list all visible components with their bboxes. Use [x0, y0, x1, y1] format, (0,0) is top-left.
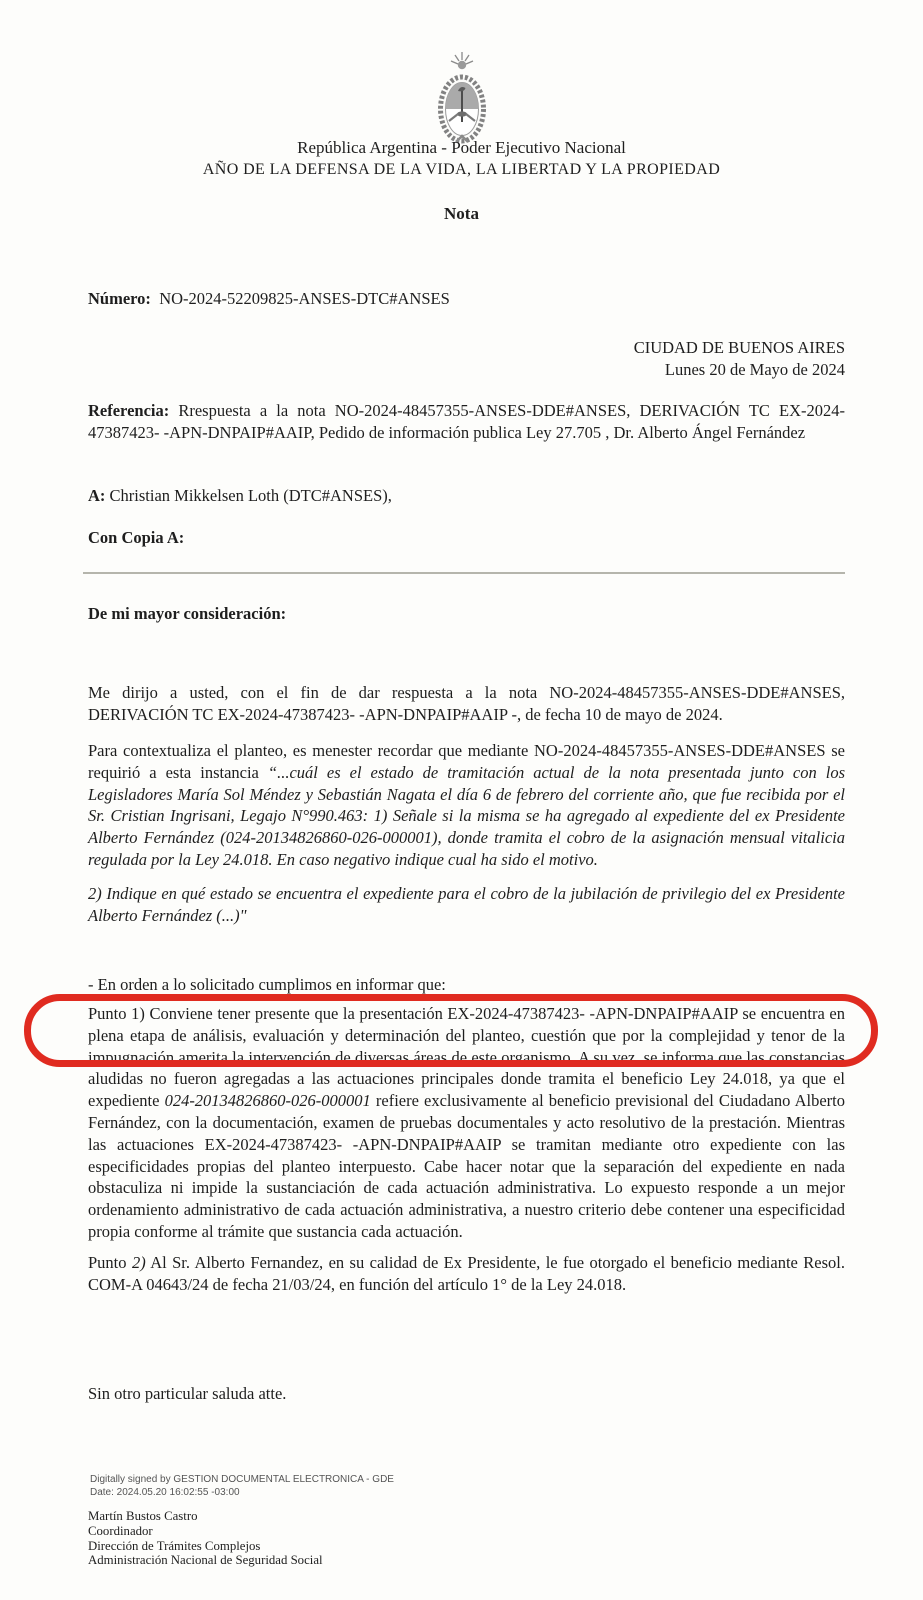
punto2-number: 2) — [131, 1253, 146, 1272]
to-line — [88, 485, 845, 507]
digital-signature-note — [90, 1474, 590, 1499]
digital-signature-line1: Digitally signed by GESTION DOCUMENTAL ELECTRONICA - GDE — [90, 1474, 394, 1485]
paragraph-punto2 — [88, 1252, 845, 1296]
numero-line — [88, 288, 845, 310]
to-label: A: — [88, 486, 106, 505]
org-line: República Argentina - Poder Ejecutivo Nacional — [297, 138, 626, 157]
salutation: De mi mayor consideración: — [88, 604, 287, 623]
punto2-seg1: Punto — [88, 1253, 132, 1272]
punto2-seg3: Al Sr. Alberto Fernandez, en su calidad de Ex Presidente, le fue otorgado el beneficio mediante Resol. COM-A 04643/24 de fecha 21/03/24, en función del artículo 1° de la Ley 24.018. — [88, 1253, 845, 1294]
paragraph-en-orden: - En orden a lo solicitado cumplimos en informar que: — [88, 975, 446, 994]
punto1-seg3: refiere exclusivamente al beneficio previsional del Ciudadano Alberto Fernández, con la documentación, examen de pruebas documentales y acto resolutivo de la prestación. Mientras las actuaciones EX-2024-47387423- -APN-DNPAIP#AAIP se tramitan mediante otro expediente con las especificidades propias del planteo interpuesto. Cabe hacer notar que la separación del expediente en nada obstaculiza ni impide la sustanciación de cada actuación administrativa. Lo expuesto responde a un mejor ordenamiento administrativo de cada actuación administrativa, a nuestro criterio debe contener una especificidad propia conforme al trámite que sustancia cada actuación. — [88, 1091, 845, 1241]
punto1-expediente-number: 024-20134826860-026-000001 — [164, 1091, 371, 1111]
paragraph-intro: Me dirijo a usted, con el fin de dar respuesta a la nota NO-2024-48457355-ANSES-DDE#ANSES, DERIVACIÓN TC EX-2024-47387423- -APN-DNPAIP#AAIP -, de fecha 10 de mayo de 2024. — [88, 683, 845, 724]
signer-title: Coordinador — [88, 1523, 153, 1538]
signer-name: Martín Bustos Castro — [88, 1509, 198, 1523]
signature-block — [88, 1509, 845, 1568]
closing-line: Sin otro particular saluda atte. — [88, 1384, 287, 1403]
cc-line: Con Copia A: — [88, 528, 185, 547]
paragraph-punto1 — [88, 1003, 845, 1243]
doc-type-title: Nota — [444, 204, 479, 223]
digital-signature-line2: Date: 2024.05.20 16:02:55 -03:00 — [90, 1486, 240, 1498]
referencia-text: Rrespuesta a la nota NO-2024-48457355-ANSES-DDE#ANSES, DERIVACIÓN TC EX-2024-47387423- -APN-DNPAIP#AAIP, Pedido de información publica Ley 27.705 , Dr. Alberto Ángel Fernández — [88, 401, 845, 442]
punto1-seg1: Punto 1) Conviene tener presente que la presentación EX-2024-47387423- -APN-DNPAIP#AAIP se encuentra en plena etapa de análisis, evaluación y determinación del planteo, cuestión que por la complejidad y tenor de la impugnación amerita la intervención de diversas áreas de este organismo. A su vez, se informa que las constancias aludidas no fueron agregadas a las actuaciones principales donde tramita el beneficio Ley 24.018, ya que el expediente — [88, 1004, 845, 1111]
city-date-block — [88, 337, 845, 381]
paragraph-context — [88, 740, 845, 871]
paragraph-question2: 2) Indique en qué estado se encuentra el expediente para el cobro de la jubilación de privilegio del ex Presidente Alberto Fernández (...)" — [88, 884, 845, 925]
numero-value-text: NO-2024-52209825-ANSES-DTC#ANSES — [159, 289, 450, 308]
paragraph-context-normal: Para contextualiza el planteo, es menester recordar que mediante NO-2024-48457355-ANSES-DDE#ANSES se requirió a esta instancia — [88, 741, 845, 782]
year-motto-line: AÑO DE LA DEFENSA DE LA VIDA, LA LIBERTAD Y LA PROPIEDAD — [202, 161, 721, 178]
referencia-label: Referencia: — [88, 401, 170, 420]
numero-label: Número: — [88, 289, 151, 308]
city-line: CIUDAD DE BUENOS AIRES — [633, 338, 845, 357]
paragraph-context-quote: “...cuál es el estado de tramitación actual de la nota presentada junto con los Legisladores María Sol Méndez y Sebastián Nagata el día 6 de febrero del corriente año, que fue recibida por el Sr. Cristian Ingrisani, Legajo N°990.463: 1) Señale si la misma se ha agregado al expediente del ex Presidente Alberto Fernández (024-20134826860-026-000001), donde tramita el cobro de la asignación mensual vitalicia regulada por la Ley 24.018. En caso negativo indique cual ha sido el motivo. — [88, 762, 845, 869]
signer-department: Dirección de Trámites Complejos — [88, 1538, 261, 1553]
to-value: Christian Mikkelsen Loth (DTC#ANSES), — [105, 486, 392, 505]
referencia-paragraph — [88, 400, 845, 444]
section-divider — [83, 572, 845, 574]
signer-organization: Administración Nacional de Seguridad Social — [88, 1553, 323, 1568]
date-line: Lunes 20 de Mayo de 2024 — [664, 359, 845, 379]
